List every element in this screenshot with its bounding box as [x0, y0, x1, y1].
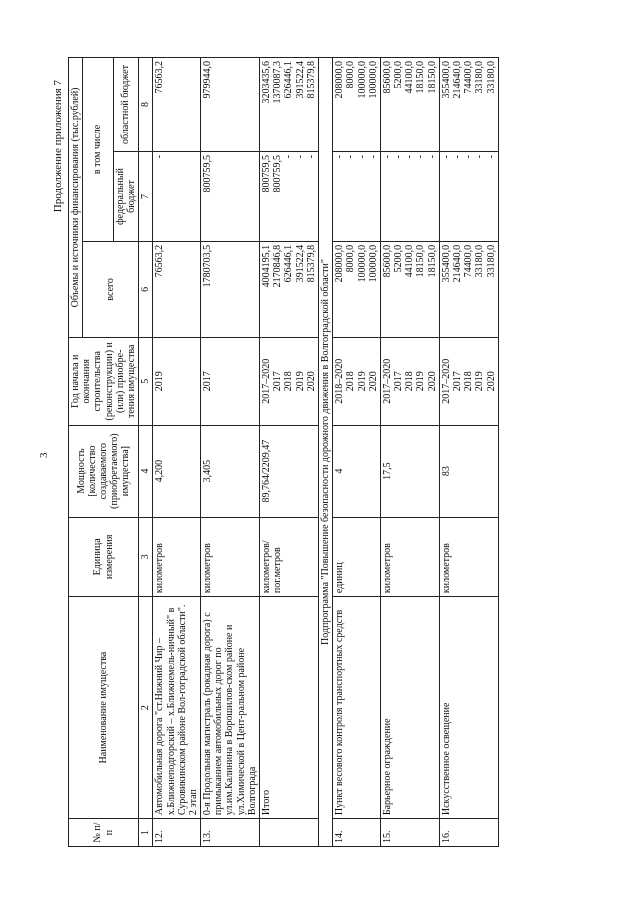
- row-years-value: 2018: [463, 371, 475, 392]
- row-total-value: 100000,0: [356, 244, 368, 283]
- row-unit: километров: [153, 517, 201, 597]
- row-total-value: 815379,8: [305, 244, 317, 283]
- row-capacity: 4: [333, 425, 381, 517]
- column-number: 4: [139, 425, 153, 517]
- row-total-value: 44100,0: [404, 244, 416, 278]
- row-unit: километров/ пог.метров: [260, 517, 319, 597]
- row-regional: [260, 58, 319, 152]
- column-number: 3: [139, 517, 153, 597]
- row-years-value: 2018: [345, 371, 357, 392]
- table-row: [260, 58, 319, 847]
- header-number: № п/п: [69, 819, 139, 847]
- row-unit: единиц: [333, 517, 381, 597]
- row-total-value: 85600,0: [381, 244, 393, 278]
- table-row: [380, 58, 439, 847]
- header-capacity: Мощность [количество создаваемого (приобретаемого) имущества]: [69, 425, 139, 517]
- row-federal-value: -: [381, 155, 393, 159]
- row-years-value: 2018: [283, 371, 295, 392]
- row-regional-value: 815379,8: [305, 61, 317, 99]
- row-regional: [439, 58, 498, 152]
- row-federal: [439, 152, 498, 242]
- row-total-value: 1780703,5: [202, 244, 214, 288]
- row-years: [260, 337, 319, 425]
- row-federal-value: 800759,5: [261, 155, 272, 193]
- row-total: [380, 241, 439, 337]
- row-total: [201, 241, 260, 337]
- row-total-value: 8000,0: [345, 244, 357, 273]
- row-regional-value: 214640,0: [452, 61, 463, 99]
- column-number: 1: [139, 819, 153, 847]
- column-number: 6: [139, 241, 153, 337]
- row-years: [201, 337, 260, 425]
- row-total-value: 391522,4: [294, 244, 306, 283]
- row-regional-value: 391522,4: [294, 61, 306, 99]
- row-regional-value: 355400,0: [440, 61, 452, 99]
- row-unit: километров: [380, 517, 439, 597]
- row-unit: километров: [439, 517, 498, 597]
- row-regional: [201, 58, 260, 152]
- row-years-value: 2019: [474, 371, 486, 392]
- row-years-value: 2017: [272, 371, 284, 392]
- row-name: Автомобильная дорога "ст.Нижний Чир – х.Ближнеподгорский – х.Ближнемель-ничный" в Суровикинском районе Вол-гоградской области". 2 этап: [153, 597, 201, 819]
- row-federal: [201, 152, 260, 242]
- row-number: 15.: [380, 819, 439, 847]
- row-total-value: 208000,0: [334, 244, 346, 283]
- row-regional-value: 18150,0: [415, 61, 427, 94]
- row-unit: километров: [201, 517, 260, 597]
- row-total-value: 18150,0: [415, 244, 427, 278]
- row-regional-value: 44100,0: [404, 61, 416, 94]
- row-years-value: 2020: [485, 371, 497, 392]
- row-regional: [153, 58, 201, 152]
- row-total-value: 626446,1: [283, 244, 295, 283]
- subprogram-row: [318, 58, 332, 847]
- row-total-value: 355400,0: [440, 244, 452, 283]
- row-federal-value: -: [415, 155, 427, 159]
- row-regional-value: 208000,0: [334, 61, 346, 99]
- row-capacity: 89,764/2209,47: [260, 425, 319, 517]
- row-years: [153, 337, 201, 425]
- row-total-value: 76563,2: [154, 244, 166, 278]
- row-number: 14.: [333, 819, 381, 847]
- row-regional-value: 979944,0: [202, 61, 214, 99]
- row-years-value: 2020: [305, 371, 317, 392]
- row-regional-value: 626446,1: [283, 61, 295, 99]
- row-federal-value: -: [452, 155, 463, 159]
- row-federal-value: -: [474, 155, 486, 159]
- row-federal-value: -: [345, 155, 357, 159]
- row-name: Барьерное ограждение: [380, 597, 439, 819]
- row-regional-value: 18150,0: [426, 61, 438, 94]
- column-number-row: [139, 58, 153, 847]
- row-total: [260, 241, 319, 337]
- header-including: в том числе: [83, 58, 114, 242]
- row-federal-value: -: [367, 155, 379, 159]
- row-number: 16.: [439, 819, 498, 847]
- row-total-value: 74400,0: [463, 244, 475, 278]
- row-federal-value: 800759,5: [202, 155, 214, 193]
- row-years-value: 2018–2020: [334, 358, 346, 404]
- header-regional: областной бюджет: [113, 58, 138, 152]
- row-regional-value: 100000,0: [356, 61, 368, 99]
- table-row: [153, 58, 201, 847]
- header-total: всего: [83, 241, 139, 337]
- row-years-value: 2019: [415, 371, 427, 392]
- row-regional-value: 3203435,6: [261, 61, 272, 104]
- row-name: Итого: [260, 597, 319, 819]
- row-years-value: 2017–2020: [381, 358, 393, 404]
- row-federal-value: -: [426, 155, 438, 159]
- row-federal-value: -: [440, 155, 452, 159]
- row-years-value: 2017: [452, 371, 463, 392]
- row-name: Искусственное освещение: [439, 597, 498, 819]
- row-number: 12.: [153, 819, 201, 847]
- row-federal-value: -: [294, 155, 306, 159]
- row-federal-value: -: [393, 155, 405, 159]
- row-regional-value: 8000,0: [345, 61, 357, 89]
- row-total-value: 33180,0: [485, 244, 497, 278]
- row-total-value: 18150,0: [426, 244, 438, 278]
- header-federal: федеральный бюджет: [113, 152, 138, 242]
- row-regional-value: 33180,0: [485, 61, 497, 94]
- row-years-value: 2020: [426, 371, 438, 392]
- row-years: [333, 337, 381, 425]
- row-federal-value: -: [154, 155, 166, 159]
- row-federal-value: -: [404, 155, 416, 159]
- row-years-value: 2019: [154, 371, 166, 392]
- column-number: 2: [139, 597, 153, 819]
- row-federal-value: -: [463, 155, 475, 159]
- table-row: [333, 58, 381, 847]
- row-federal-value: -: [356, 155, 368, 159]
- row-federal-value: -: [485, 155, 497, 159]
- row-regional-value: 5200,0: [393, 61, 405, 89]
- row-federal-value: -: [283, 155, 295, 159]
- row-regional-value: 74400,0: [463, 61, 475, 94]
- property-table: [68, 57, 499, 847]
- row-total-value: 4004195,1: [261, 244, 272, 288]
- row-number: [260, 819, 319, 847]
- header-years: Год начала и окончания строительства (реконструкции) и (или) приобре-тения имущества: [69, 337, 139, 425]
- table-row: [201, 58, 260, 847]
- row-regional: [380, 58, 439, 152]
- row-years-value: 2017–2020: [261, 358, 272, 404]
- row-total: [439, 241, 498, 337]
- row-total: [153, 241, 201, 337]
- row-federal: [153, 152, 201, 242]
- subprogram-title: Подпрограмма "Повышение безопасности дорожного движения в Волгоградской области": [318, 58, 332, 847]
- row-federal-value: -: [305, 155, 317, 159]
- row-regional-value: 85600,0: [381, 61, 393, 94]
- row-years: [439, 337, 498, 425]
- header-financing: Объемы и источники финансирования (тыс.рублей): [69, 58, 83, 338]
- table-body-main: [153, 58, 319, 847]
- row-federal-value: -: [334, 155, 346, 159]
- table-body-subprogram: [333, 58, 499, 847]
- continuation-note: Продолжение приложения 7: [52, 80, 64, 213]
- row-years-value: 2018: [404, 371, 416, 392]
- row-name: Пункт весового контроля транспортных средств: [333, 597, 381, 819]
- row-capacity: 3,405: [201, 425, 260, 517]
- page-number: 3: [38, 452, 50, 458]
- row-years-value: 2017: [202, 371, 214, 392]
- row-years-value: 2017–2020: [440, 358, 452, 404]
- row-total-value: 100000,0: [367, 244, 379, 283]
- row-name: 0-я Продольная магистраль (рокадная дорога) с примыканием автомобильных дорог по ул.им.Калинина в Ворошилов-ском районе и ул.Химической в Цент-ральном районе Волгограда: [201, 597, 260, 819]
- row-years-value: 2020: [367, 371, 379, 392]
- subprogram-section: [318, 58, 332, 847]
- row-regional-value: 76563,2: [154, 61, 166, 94]
- row-capacity: 4,200: [153, 425, 201, 517]
- row-years-value: 2017: [393, 371, 405, 392]
- row-regional-value: 33180,0: [474, 61, 486, 94]
- table-row: [439, 58, 498, 847]
- header-unit: Единица измерения: [69, 517, 139, 597]
- row-federal-value: 800759,5: [272, 155, 284, 193]
- row-years-value: 2019: [294, 371, 306, 392]
- row-federal: [260, 152, 319, 242]
- row-total: [333, 241, 381, 337]
- row-federal: [333, 152, 381, 242]
- row-years-value: 2019: [356, 371, 368, 392]
- column-number: 5: [139, 337, 153, 425]
- row-number: 13.: [201, 819, 260, 847]
- row-total-value: 2170846,8: [272, 244, 284, 288]
- row-total-value: 214640,0: [452, 244, 463, 283]
- row-capacity: 83: [439, 425, 498, 517]
- row-federal: [380, 152, 439, 242]
- header-name: Наименование имущества: [69, 597, 139, 819]
- row-total-value: 5200,0: [393, 244, 405, 273]
- row-regional-value: 1370087,3: [272, 61, 284, 104]
- row-years: [380, 337, 439, 425]
- row-total-value: 33180,0: [474, 244, 486, 278]
- column-number: 8: [139, 58, 153, 152]
- column-number: 7: [139, 152, 153, 242]
- row-regional-value: 100000,0: [367, 61, 379, 99]
- row-regional: [333, 58, 381, 152]
- row-capacity: 17,5: [380, 425, 439, 517]
